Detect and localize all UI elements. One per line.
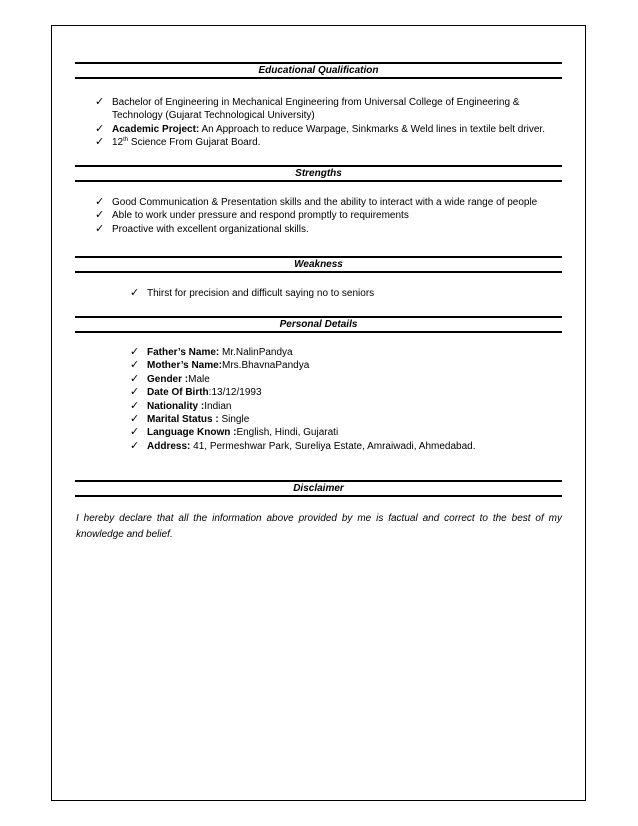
strength-text: Good Communication & Presentation skills and the ability to interact with a wide range of people — [112, 197, 538, 208]
gender-value: Male — [188, 373, 210, 385]
checkmark-icon: ✓ — [130, 287, 140, 299]
list-item — [95, 196, 565, 209]
education-school-grade: 12 — [112, 137, 124, 149]
checkmark-icon: ✓ — [130, 413, 140, 426]
education-project-label: Academic Project: — [112, 123, 200, 135]
list-item — [95, 136, 555, 149]
checkmark-icon: ✓ — [130, 372, 140, 385]
education-project-text: An Approach to reduce Warpage, Sinkmarks & Weld lines in textile belt driver. — [199, 123, 545, 135]
dob-value: :13/12/1993 — [208, 387, 262, 399]
weakness-text: Thirst for precision and difficult saying no to seniors — [147, 288, 375, 299]
education-degree: Bachelor of Engineering in Mechanical Engineering from Universal College of Engineering & Technology (Gujarat Technological University) — [112, 97, 520, 122]
checkmark-icon: ✓ — [130, 426, 140, 439]
nationality-label: Nationality : — [147, 400, 205, 412]
language-value: English, Hindi, Gujarati — [236, 427, 339, 439]
list-item — [130, 346, 550, 359]
list-item — [130, 413, 550, 426]
strength-text: Able to work under pressure and respond promptly to requirements — [112, 210, 409, 222]
checkmark-icon: ✓ — [95, 96, 105, 108]
checkmark-icon: ✓ — [95, 222, 105, 235]
checkmark-icon: ✓ — [130, 399, 140, 412]
list-item — [130, 426, 550, 439]
education-header — [75, 62, 562, 79]
strength-text: Proactive with excellent organizational skills. — [112, 223, 309, 235]
list-item — [95, 96, 555, 123]
disclaimer-header — [75, 480, 562, 497]
father-name-value: Mr.NalinPandya — [219, 347, 293, 358]
language-label: Language Known : — [147, 427, 237, 439]
strengths-header — [75, 165, 562, 182]
marital-status-value: Single — [218, 414, 250, 426]
list-item — [95, 123, 555, 136]
personal-list — [130, 346, 550, 453]
checkmark-icon: ✓ — [95, 209, 105, 222]
dob-label: Date Of Birth — [147, 387, 209, 399]
list-item — [130, 287, 550, 300]
nationality-value: Indian — [204, 400, 232, 412]
mother-name-value: Mrs.BhavnaPandya — [222, 360, 310, 372]
weakness-list — [130, 287, 550, 300]
disclaimer-text: I hereby declare that all the information above provided by me is factual and correct to the best of my knowledge and belief. — [76, 513, 562, 540]
address-label: Address: — [147, 440, 191, 452]
checkmark-icon: ✓ — [130, 439, 140, 452]
list-item — [130, 359, 550, 372]
weakness-title: Weakness — [294, 259, 343, 270]
list-item — [130, 440, 550, 453]
checkmark-icon: ✓ — [130, 386, 140, 399]
education-school-sup: th — [123, 137, 129, 144]
education-school-text: Science From Gujarat Board. — [128, 137, 261, 149]
list-item — [95, 209, 565, 222]
strengths-list — [95, 196, 565, 236]
address-value: 41, Permeshwar Park, Sureliya Estate, Amraiwadi, Ahmedabad. — [190, 440, 476, 452]
education-list — [95, 96, 555, 150]
education-title: Educational Qualification — [258, 65, 379, 76]
personal-header — [75, 316, 562, 333]
list-item — [130, 373, 550, 386]
checkmark-icon: ✓ — [95, 122, 105, 135]
father-name-label: Father’s Name: — [147, 347, 220, 358]
checkmark-icon: ✓ — [95, 136, 105, 149]
weakness-header — [75, 256, 562, 273]
list-item — [130, 386, 550, 399]
disclaimer-title: Disclaimer — [293, 483, 344, 494]
gender-label: Gender : — [147, 373, 189, 385]
checkmark-icon: ✓ — [130, 346, 140, 358]
list-item — [95, 223, 565, 236]
marital-status-label: Marital Status : — [147, 414, 219, 426]
strengths-title: Strengths — [295, 168, 342, 179]
checkmark-icon: ✓ — [130, 359, 140, 372]
checkmark-icon: ✓ — [95, 196, 105, 208]
list-item — [130, 400, 550, 413]
mother-name-label: Mother’s Name: — [147, 360, 223, 372]
personal-title: Personal Details — [279, 319, 358, 330]
